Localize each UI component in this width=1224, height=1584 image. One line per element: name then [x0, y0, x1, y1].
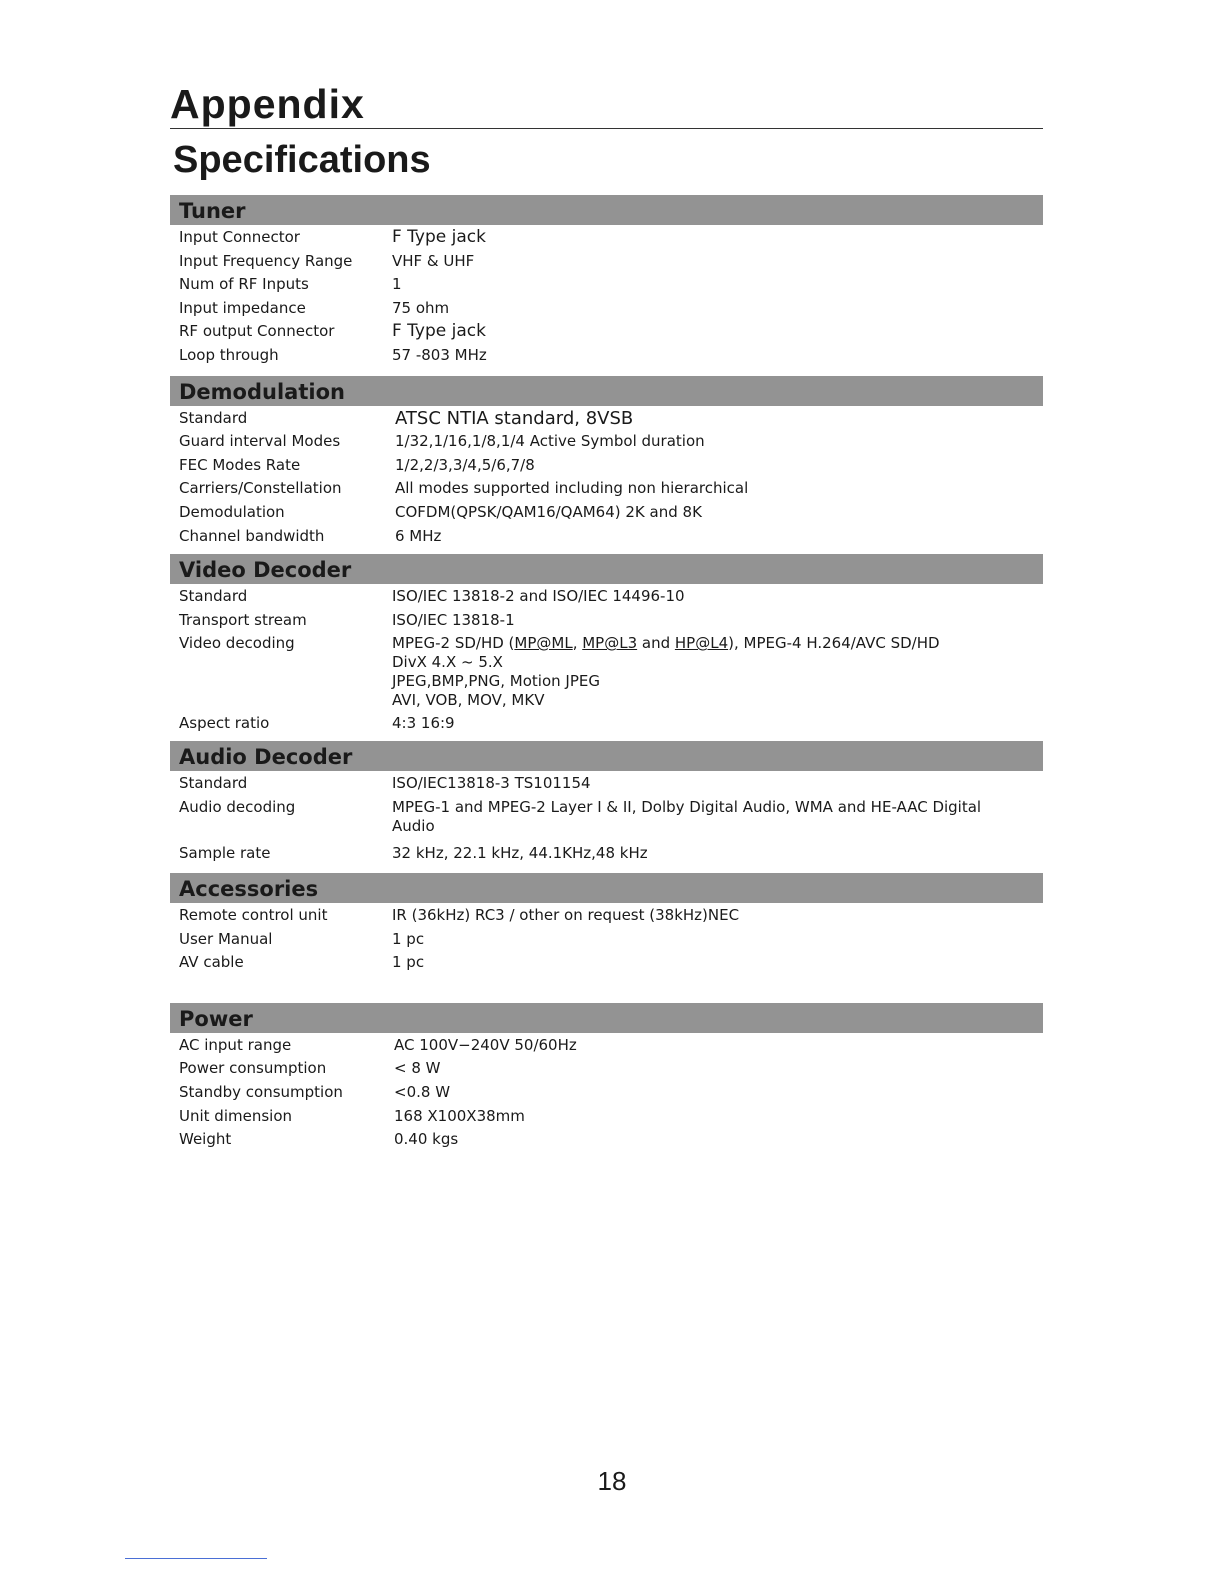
- spec-label: Standard: [179, 587, 248, 606]
- spec-value: 168 X100X38mm: [394, 1106, 525, 1125]
- spec-label: FEC Modes Rate: [179, 455, 301, 474]
- spec-row: [170, 430, 1043, 454]
- section-header: Accessories: [170, 873, 1043, 903]
- spec-row: [170, 1081, 1043, 1105]
- spec-row: [170, 584, 1043, 609]
- spec-value: F Type jack: [392, 227, 486, 247]
- spec-row: [170, 406, 1043, 431]
- audio-decoder-section: [170, 741, 1043, 873]
- spec-row: [170, 1105, 1043, 1129]
- spec-label: Standard: [179, 773, 248, 792]
- spec-row: [170, 501, 1043, 525]
- spec-row: [170, 951, 1043, 1003]
- text-fragment: and: [637, 634, 675, 653]
- spec-row: [170, 454, 1043, 478]
- text-fragment: ), MPEG-4 H.264/AVC SD/HD: [728, 634, 940, 653]
- spec-row: [170, 320, 1043, 344]
- specifications-title: Specifications: [173, 139, 431, 181]
- hp-l4-link[interactable]: HP@L4: [674, 634, 729, 653]
- spec-label: Standby consumption: [179, 1083, 343, 1102]
- spec-value: COFDM(QPSK/QAM16/QAM64) 2K and 8K: [395, 502, 702, 521]
- spec-label: Input impedance: [179, 298, 306, 317]
- spec-value: ATSC NTIA standard, 8VSB: [395, 407, 634, 429]
- spec-value: [392, 798, 1043, 836]
- spec-value: 57 -803 MHz: [392, 345, 487, 364]
- spec-label: Channel bandwidth: [179, 526, 325, 545]
- spec-value: 6 MHz: [395, 526, 442, 545]
- spec-value: AC 100V−240V 50/60Hz: [394, 1035, 577, 1054]
- spec-label: Aspect ratio: [179, 714, 270, 733]
- spec-label: Num of RF Inputs: [179, 275, 309, 294]
- audio-decoding-line: Audio: [392, 816, 435, 835]
- spec-value: 1/2,2/3,3/4,5/6,7/8: [395, 455, 535, 474]
- footer-line: [125, 1558, 267, 1559]
- spec-row: [170, 344, 1043, 376]
- section-header: Power: [170, 1003, 1043, 1033]
- spec-label: Carriers/Constellation: [179, 479, 342, 498]
- spec-label: Weight: [179, 1130, 232, 1149]
- spec-row: [170, 838, 1043, 874]
- spec-row: [170, 609, 1043, 633]
- appendix-heading: Appendix: [170, 81, 365, 127]
- spec-row: [170, 1128, 1043, 1152]
- spec-value: <0.8 W: [394, 1083, 451, 1102]
- spec-row: [170, 477, 1043, 501]
- heading-rule: [170, 128, 1043, 129]
- text-fragment: ,: [572, 634, 583, 653]
- spec-row: [170, 273, 1043, 297]
- spec-value: ISO/IEC 13818-1: [392, 610, 515, 629]
- spec-value: F Type jack: [392, 321, 486, 342]
- spec-row: [170, 712, 1043, 741]
- audio-decoding-line: MPEG-1 and MPEG-2 Layer I & II, Dolby Digital Audio, WMA and HE-AAC Digital: [392, 797, 982, 816]
- spec-value: 1/32,1/16,1/8,1/4 Active Symbol duration: [395, 432, 705, 451]
- spec-row: [170, 525, 1043, 555]
- section-header: Demodulation: [170, 376, 1043, 406]
- spec-row: [170, 250, 1043, 274]
- spec-label: Loop through: [179, 345, 279, 364]
- spec-value: 1: [392, 275, 402, 294]
- spec-value: 1 pc: [392, 953, 425, 972]
- spec-value: All modes supported including non hierarchical: [395, 479, 749, 498]
- video-decoding-line: AVI, VOB, MOV, MKV: [392, 691, 545, 710]
- spec-row: [170, 771, 1043, 796]
- demodulation-section: [170, 376, 1043, 555]
- spec-row: [170, 632, 1043, 712]
- video-decoding-line: JPEG,BMP,PNG, Motion JPEG: [392, 672, 601, 691]
- spec-value: 4:3 16:9: [392, 714, 455, 733]
- video-decoding-line: DivX 4.X ~ 5.X: [392, 653, 503, 672]
- accessories-section: [170, 873, 1043, 1003]
- section-header: Tuner: [170, 195, 1043, 225]
- mp-l3-link[interactable]: MP@L3: [582, 634, 638, 653]
- spec-value: [392, 634, 1043, 710]
- spec-label: Power consumption: [179, 1059, 327, 1078]
- video-decoding-line: [392, 634, 1037, 653]
- spec-label: AV cable: [179, 953, 244, 972]
- page-number: 18: [597, 1466, 627, 1496]
- spec-value: ISO/IEC13818-3 TS101154: [392, 773, 591, 792]
- spec-row: [170, 1057, 1043, 1081]
- section-header: Audio Decoder: [170, 741, 1043, 771]
- spec-label: Sample rate: [179, 843, 271, 862]
- section-header: Video Decoder: [170, 554, 1043, 584]
- spec-label: RF output Connector: [179, 322, 335, 341]
- spec-value: 75 ohm: [392, 298, 450, 317]
- text-fragment: MPEG-2 SD/HD (: [392, 634, 515, 653]
- spec-label: Input Frequency Range: [179, 251, 353, 270]
- spec-label: Unit dimension: [179, 1106, 293, 1125]
- mp-ml-link[interactable]: MP@ML: [514, 634, 573, 653]
- spec-label: User Manual: [179, 929, 273, 948]
- power-section: [170, 1003, 1043, 1152]
- spec-label: Input Connector: [179, 228, 300, 246]
- spec-row: [170, 903, 1043, 928]
- spec-row: [170, 225, 1043, 250]
- spec-value: 1 pc: [392, 929, 425, 948]
- spec-label: Audio decoding: [179, 797, 296, 816]
- video-decoder-section: [170, 554, 1043, 741]
- spec-label: AC input range: [179, 1035, 292, 1054]
- spec-label: Demodulation: [179, 502, 285, 521]
- spec-row: [170, 297, 1043, 321]
- spec-page: [170, 80, 1043, 1152]
- spec-row: [170, 928, 1043, 952]
- spec-label: Remote control unit: [179, 906, 328, 925]
- spec-label: Standard: [179, 408, 248, 427]
- spec-value: IR (36kHz) RC3 / other on request (38kHz)NEC: [392, 906, 740, 925]
- tuner-section: [170, 195, 1043, 376]
- spec-label: Video decoding: [179, 634, 295, 653]
- spec-value: VHF & UHF: [392, 251, 475, 270]
- spec-label: Guard interval Modes: [179, 432, 341, 451]
- spec-value: ISO/IEC 13818-2 and ISO/IEC 14496-10: [392, 587, 685, 606]
- spec-value: 32 kHz, 22.1 kHz, 44.1KHz,48 kHz: [392, 843, 648, 862]
- spec-label: Transport stream: [179, 610, 307, 629]
- spec-value: < 8 W: [394, 1059, 441, 1078]
- spec-value: 0.40 kgs: [394, 1130, 459, 1149]
- spec-row: [170, 796, 1043, 838]
- spec-row: [170, 1033, 1043, 1058]
